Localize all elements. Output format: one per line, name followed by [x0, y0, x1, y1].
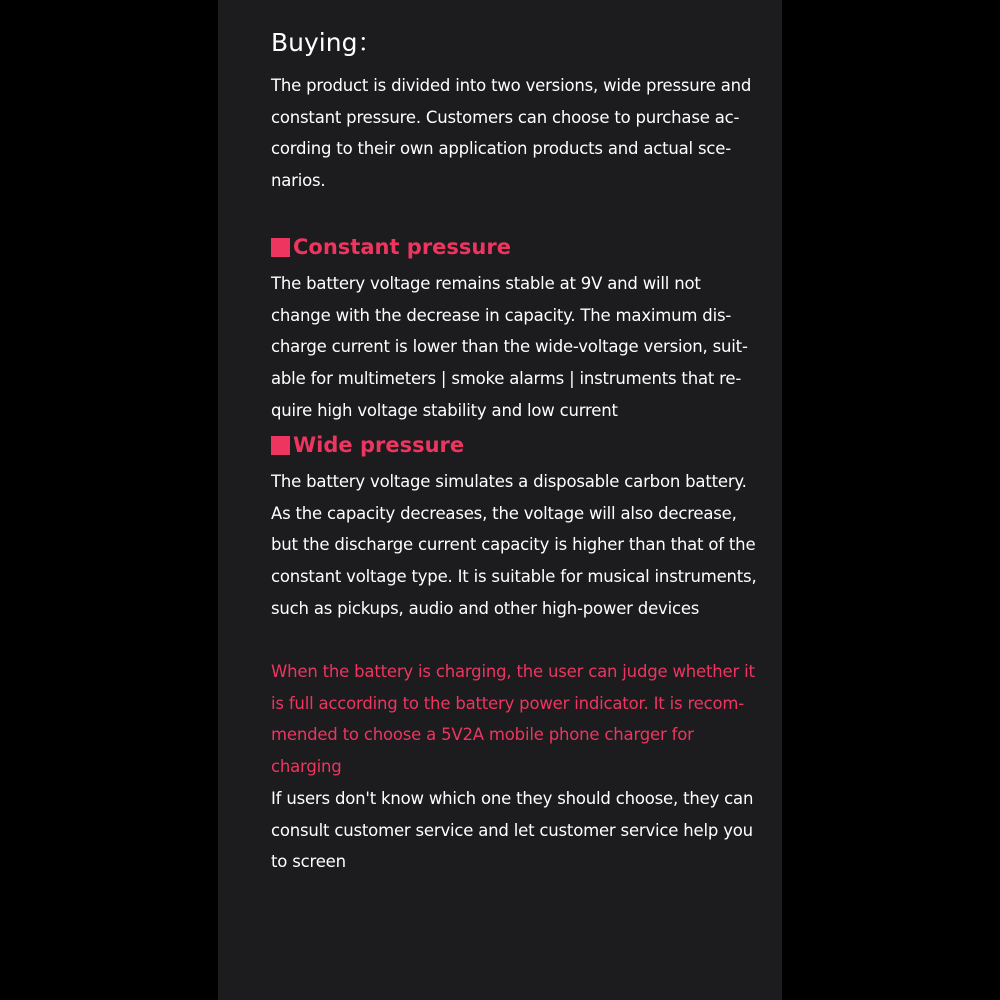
- service-note: [271, 783, 754, 878]
- constant-pressure-heading-label: Constant pressure: [293, 235, 511, 259]
- wide-line: The battery voltage simulates a disposable carbon battery.: [271, 472, 747, 491]
- intro-line: The product is divided into two versions, wide pressure and: [271, 76, 752, 95]
- constant-pressure-paragraph: [271, 268, 748, 427]
- service-line: to screen: [271, 852, 346, 872]
- constant-line: charge current is lower than the wide-voltage version, suit-: [271, 337, 748, 357]
- service-line: If users don't know which one they should choose, they can: [271, 789, 754, 808]
- wide-pressure-paragraph: [271, 466, 757, 625]
- square-bullet-icon: [271, 238, 290, 257]
- constant-line: able for multimeters | smoke alarms | instruments that re-: [271, 369, 742, 389]
- page-title: Buying：: [271, 28, 383, 57]
- wide-line: constant voltage type. It is suitable for musical instruments,: [271, 567, 757, 587]
- intro-line: narios.: [271, 171, 326, 191]
- constant-pressure-heading: [271, 232, 511, 262]
- charging-line: When the battery is charging, the user can judge whether it: [271, 662, 755, 681]
- wide-pressure-heading: [271, 430, 464, 460]
- charging-line: charging: [271, 757, 342, 777]
- constant-line: quire high voltage stability and low current: [271, 400, 618, 420]
- content-panel: [218, 0, 782, 1000]
- wide-line: As the capacity decreases, the voltage will also decrease,: [271, 503, 737, 523]
- charging-note: [271, 656, 755, 783]
- service-line: consult customer service and let customer service help you: [271, 820, 753, 840]
- wide-line: but the discharge current capacity is higher than that of the: [271, 535, 756, 555]
- wide-line: such as pickups, audio and other high-power devices: [271, 598, 700, 618]
- wide-pressure-heading-label: Wide pressure: [293, 433, 465, 457]
- square-bullet-icon: [271, 436, 290, 455]
- constant-line: change with the decrease in capacity. The maximum dis-: [271, 305, 732, 325]
- charging-line: mended to choose a 5V2A mobile phone charger for: [271, 725, 694, 745]
- intro-line: cording to their own application products and actual sce-: [271, 139, 731, 159]
- charging-line: is full according to the battery power indicator. It is recom-: [271, 693, 745, 713]
- intro-paragraph: [271, 70, 752, 197]
- constant-line: The battery voltage remains stable at 9V and will not: [271, 274, 701, 293]
- intro-line: constant pressure. Customers can choose to purchase ac-: [271, 107, 740, 127]
